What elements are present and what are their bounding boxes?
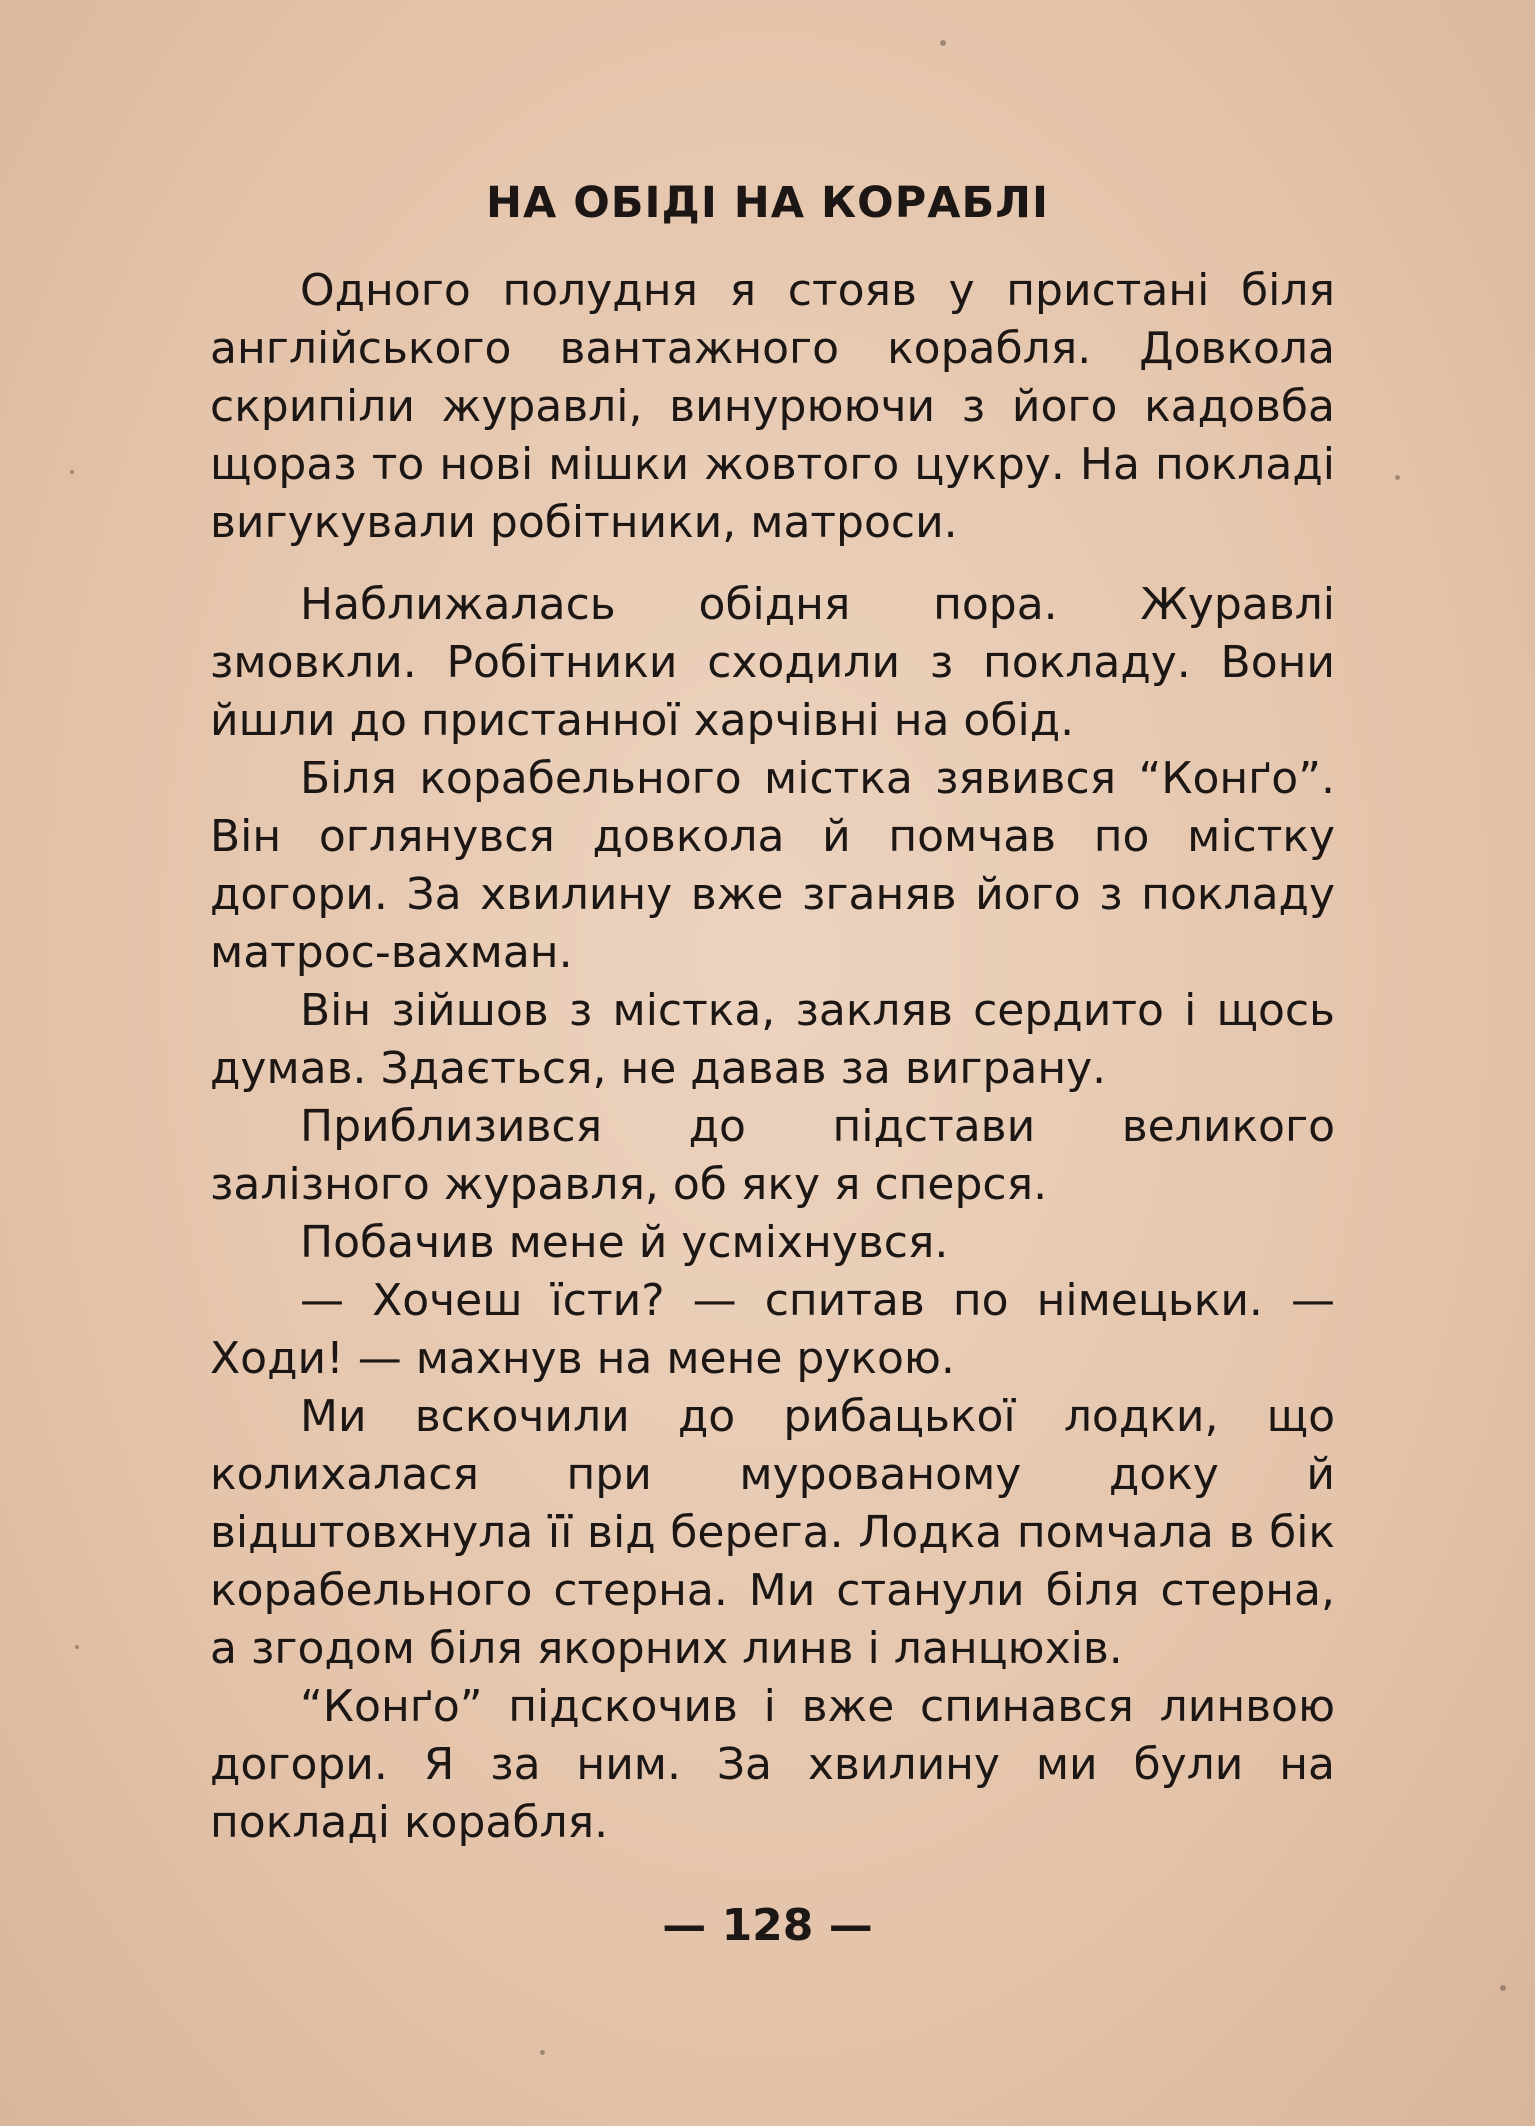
paragraph: Одного полудня я стояв у пристані біля англійського вантажного корабля. Довкола скрипіли журавлі, винурюючи з його кадовба щораз то нові мішки жовтого цукру. На покладі вигукували робітники, матроси. <box>210 265 1335 548</box>
paper-speck <box>75 1645 79 1649</box>
paragraph: Ми вскочили до рибацької лодки, що колихалася при мурованому доку й відштовхнула її від берега. Лодка помчала в бік корабельного стерна. Ми станули біля стерна, а згодом біля якорних линв і ланцюхів. <box>210 1391 1335 1674</box>
page-number: — 128 — <box>662 1900 873 1951</box>
paper-speck <box>940 40 946 46</box>
paragraph: Побачив мене й усміхнувся. <box>300 1217 949 1268</box>
paragraph: Біля корабельного містка зявився “Конґо”. Він оглянувся довкола й помчав по містку догори. За хвилину вже зганяв його з покладу матрос-вахман. <box>210 753 1335 978</box>
paragraph: Приблизився до підстави великого залізного журавля, об яку я сперся. <box>210 1101 1335 1210</box>
paragraph: “Конґо” підскочив і вже спинався линвою догори. Я за ним. За хвилину ми були на покладі корабля. <box>210 1681 1335 1848</box>
paper-speck <box>540 2050 545 2055</box>
paper-speck <box>70 470 74 474</box>
paper-speck <box>1500 1985 1506 1991</box>
body-text <box>210 262 1335 1852</box>
chapter-title: НА ОБІДІ НА КОРАБЛІ <box>485 178 1050 228</box>
paragraph: — Хочеш їсти? — спитав по німецьки. — Ходи! — махнув на мене рукою. <box>210 1275 1335 1384</box>
paragraph: Наближалась обідня пора. Журавлі змовкли. Робітники сходили з покладу. Вони йшли до пристанної харчівні на обід. <box>210 579 1335 746</box>
paper-speck <box>1395 475 1400 480</box>
paragraph: Він зійшов з містка, закляв сердито і щось думав. Здається, не давав за виграну. <box>210 985 1335 1094</box>
